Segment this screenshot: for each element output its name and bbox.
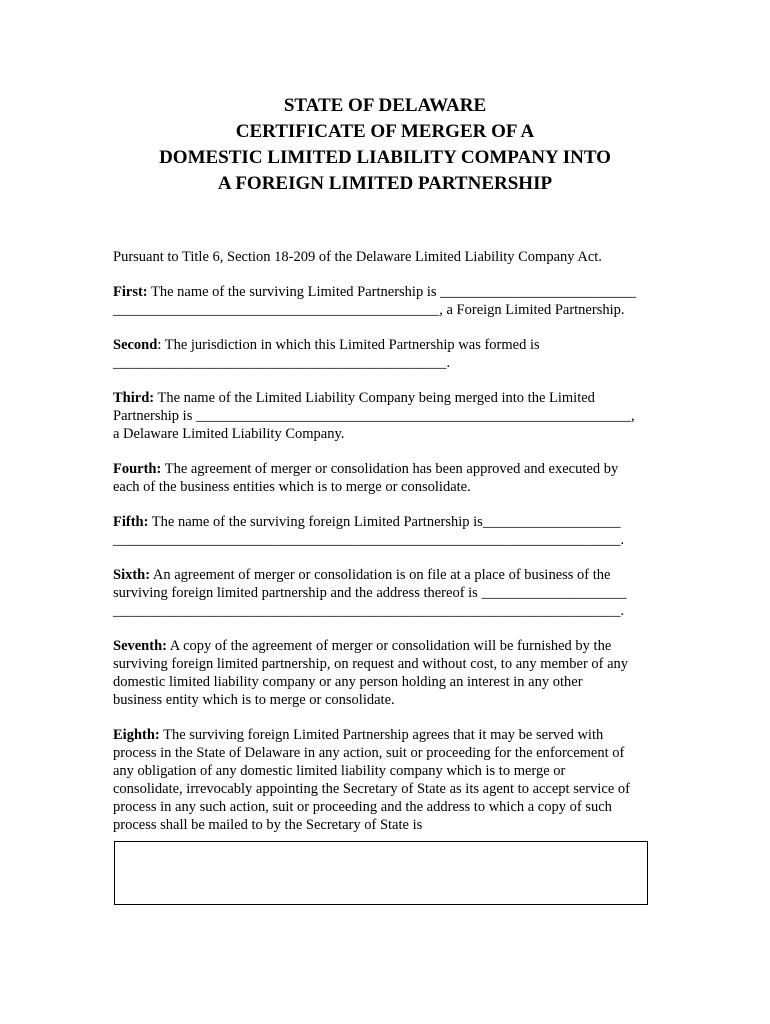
article-seventh-text: A copy of the agreement of merger or consolidation will be furnished by the (166, 638, 612, 654)
article-second-text: : The jurisdiction in which this Limited Partnership was formed is (157, 337, 540, 353)
article-second (113, 336, 663, 372)
article-eighth-line-3: any obligation of any domestic limited liability company which is to merge or (113, 763, 566, 779)
article-first (113, 283, 663, 319)
article-fifth (113, 513, 663, 549)
article-eighth-label: Eighth: (113, 727, 160, 743)
article-eighth-line-4: consolidate, irrevocably appointing the Secretary of State as its agent to accept service of (113, 781, 630, 797)
article-third-text: The name of the Limited Liability Company being merged into the Limited (154, 390, 595, 406)
article-eighth (113, 726, 663, 834)
article-first-line-1 (113, 283, 663, 301)
article-seventh (113, 637, 663, 709)
article-eighth-line-2: process in the State of Delaware in any action, suit or proceeding for the enforcement of (113, 745, 625, 761)
article-third-label: Third: (113, 390, 155, 406)
article-second-label: Second (113, 337, 158, 353)
document-body (113, 248, 663, 834)
article-seventh-line-1 (113, 637, 663, 655)
article-second-line-2: ______________________________________________. (113, 355, 451, 371)
title-line-1: STATE OF DELAWARE (283, 95, 487, 116)
title-line-2: CERTIFICATE OF MERGER OF A (235, 121, 535, 142)
document-title (100, 93, 670, 197)
article-seventh-line-4: business entity which is to merge or consolidate. (113, 692, 395, 708)
article-fourth-line-1 (113, 460, 663, 478)
article-sixth-text: An agreement of merger or consolidation is on file at a place of business of the (150, 567, 611, 583)
article-first-label: First: (113, 284, 148, 300)
article-seventh-line-2: surviving foreign limited partnership, on request and without cost, to any member of any (113, 656, 629, 672)
intro-paragraph: Pursuant to Title 6, Section 18-209 of the Delaware Limited Liability Company Act. (113, 249, 602, 265)
article-seventh-line-3: domestic limited liability company or any person holding an interest in any other (113, 674, 583, 690)
article-third-line-2: Partnership is ____________________________________________________________, (113, 408, 635, 424)
article-eighth-line-5: process in any such action, suit or proceeding and the address to which a copy of such (113, 799, 612, 815)
article-eighth-line-6: process shall be mailed to by the Secretary of State is (113, 817, 423, 833)
article-sixth-line-2: surviving foreign limited partnership and the address thereof is ____________________ (113, 585, 627, 601)
article-fifth-line-2: ______________________________________________________________________. (113, 532, 625, 548)
article-third-line-1 (113, 389, 663, 407)
article-sixth-label: Sixth: (113, 567, 151, 583)
article-fourth-label: Fourth: (113, 461, 162, 477)
article-fourth-text: The agreement of merger or consolidation has been approved and executed by (161, 461, 619, 477)
article-seventh-label: Seventh: (113, 638, 167, 654)
article-fourth (113, 460, 663, 496)
article-third-line-3: a Delaware Limited Liability Company. (113, 426, 345, 442)
article-eighth-line-1 (113, 726, 663, 744)
article-fifth-label: Fifth: (113, 514, 149, 530)
article-sixth-line-1 (113, 566, 663, 584)
title-line-4: A FOREIGN LIMITED PARTNERSHIP (217, 173, 553, 194)
article-fourth-line-2: each of the business entities which is to merge or consolidate. (113, 479, 471, 495)
article-first-text: The name of the surviving Limited Partnership is ___________________________ (147, 284, 636, 300)
registered-address-box[interactable] (114, 841, 648, 905)
article-sixth (113, 566, 663, 620)
article-eighth-text: The surviving foreign Limited Partnership agrees that it may be served with (159, 727, 604, 743)
article-fifth-text: The name of the surviving foreign Limited Partnership is___________________ (148, 514, 621, 530)
article-first-line-2: _____________________________________________, a Foreign Limited Partnership. (113, 302, 625, 318)
article-second-line-1 (113, 336, 663, 354)
article-third (113, 389, 663, 443)
article-sixth-line-3: ______________________________________________________________________. (113, 603, 625, 619)
article-fifth-line-1 (113, 513, 663, 531)
title-line-3: DOMESTIC LIMITED LIABILITY COMPANY INTO (159, 147, 611, 168)
